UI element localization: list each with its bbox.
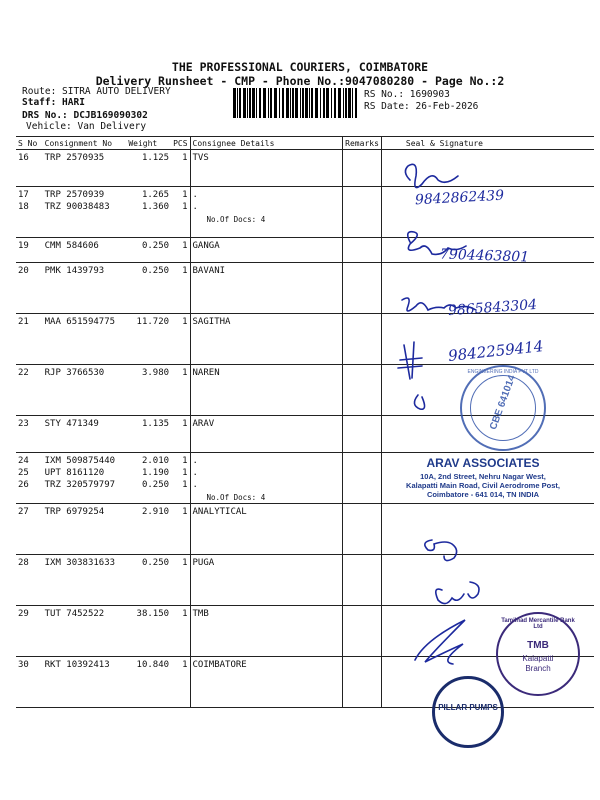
runsheet-subtitle: Delivery Runsheet - CMP - Phone No.:9047080280 - Page No.:2	[95, 74, 505, 88]
row-weight	[126, 606, 171, 657]
row-consignment-value: TUT 7452522	[44, 609, 105, 619]
signature-pen-stroke	[415, 620, 465, 664]
row-weight	[126, 365, 171, 416]
row-consignment	[43, 416, 127, 453]
staff-label: Staff: HARI	[22, 97, 85, 108]
arav-stamp-line2: Kalapatti Main Road, Civil Aerodrome Post,	[406, 481, 560, 490]
row-consignment-value: RKT 10392413	[44, 660, 110, 670]
barcode-bar	[237, 88, 238, 118]
row-weight-value: 11.720	[136, 317, 170, 327]
row-sno	[16, 555, 43, 606]
barcode-bar	[243, 88, 246, 118]
barcode-bar	[309, 88, 310, 118]
row-weight-value: 0.250	[141, 266, 170, 276]
row-pcs	[171, 314, 190, 365]
row-sno	[16, 504, 43, 555]
arav-stamp-line1: 10A, 2nd Street, Nehru Nagar West,	[420, 472, 546, 481]
row-consignee-value: .	[192, 468, 198, 478]
row-pcs-value: 1	[182, 660, 188, 670]
row-weight-value: 1.360	[141, 202, 170, 212]
row-weight-value: 38.150	[136, 609, 170, 619]
barcode-bar	[247, 88, 248, 118]
row-pcs	[171, 504, 190, 555]
row-sno-value: 27	[18, 507, 29, 517]
row-sno	[16, 365, 43, 416]
row-consignee-value: .	[192, 190, 198, 200]
barcode-bar	[256, 88, 257, 118]
row-sno-value: 18	[18, 202, 29, 212]
rs-number: RS No.: 1690903	[364, 89, 450, 100]
no-of-docs: No.Of Docs: 4	[206, 493, 266, 502]
row-weight	[126, 555, 171, 606]
row-weight	[126, 187, 171, 238]
barcode-bar	[295, 88, 298, 118]
barcode-bar	[270, 88, 272, 118]
row-weight-value: 2.910	[141, 507, 170, 517]
row-pcs-value: 1	[182, 368, 188, 378]
row-consignee	[190, 187, 343, 238]
row-weight-value: 0.250	[141, 241, 170, 251]
row-weight-value: 2.010	[141, 456, 170, 466]
row-consignee	[190, 238, 343, 263]
barcode-bar	[302, 88, 304, 118]
barcode-bar	[323, 88, 325, 118]
row-pcs-value: 1	[182, 609, 188, 619]
row-consignment	[43, 263, 127, 314]
row-pcs	[171, 657, 190, 708]
row-pcs	[171, 453, 190, 504]
row-consignment-value: TRP 6979254	[44, 507, 105, 517]
row-weight-value: 10.840	[136, 660, 170, 670]
row-consignee-value: NAREN	[192, 368, 220, 378]
row-pcs-value: 1	[182, 317, 188, 327]
row-pcs	[171, 187, 190, 238]
barcode-bar	[252, 88, 255, 118]
row-sno-value: 26	[18, 480, 29, 490]
signature-scribble-5	[414, 395, 424, 409]
barcode-bar	[259, 88, 261, 118]
row-weight-value: 1.265	[141, 190, 170, 200]
col-consignment: Consignment No	[43, 137, 127, 150]
row-pcs-value: 1	[182, 241, 188, 251]
pillar-pumps-stamp	[432, 676, 504, 748]
row-pcs-value: 1	[182, 456, 188, 466]
row-consignee	[190, 453, 343, 504]
row-consignment-value: TRP 2570935	[44, 153, 105, 163]
row-consignee-value: TMB	[192, 609, 209, 619]
company-title: THE PROFESSIONAL COURIERS, COIMBATORE	[171, 60, 429, 74]
barcode-bar	[334, 88, 336, 118]
row-sno	[16, 187, 43, 238]
row-consignment	[43, 453, 127, 504]
row-weight	[126, 416, 171, 453]
row-weight	[126, 504, 171, 555]
row-consignment-value: UPT 8161120	[44, 468, 105, 478]
row-pcs-value: 1	[182, 153, 188, 163]
row-pcs	[171, 606, 190, 657]
row-sno	[16, 263, 43, 314]
row-consignment	[43, 657, 127, 708]
row-consignment	[43, 150, 127, 187]
row-consignment-value: IXM 303831633	[44, 558, 116, 568]
barcode-bar	[355, 88, 357, 118]
barcode-bar	[268, 88, 269, 118]
tmb-stamp-line2: Kalapatti	[522, 654, 554, 663]
row-pcs-value: 1	[182, 480, 188, 490]
cbe-round-stamp	[460, 365, 546, 451]
table-header-row	[16, 137, 594, 150]
row-pcs-value: 1	[182, 558, 188, 568]
row-consignee	[190, 555, 343, 606]
barcode	[233, 88, 358, 118]
row-consignee-value: COIMBATORE	[192, 660, 247, 670]
tmb-stamp-center: TMB	[527, 640, 549, 651]
barcode-bar	[348, 88, 351, 118]
row-consignment	[43, 314, 127, 365]
row-consignment	[43, 555, 127, 606]
barcode-bar	[274, 88, 277, 118]
row-consignment-value: MAA 651594775	[44, 317, 116, 327]
row-sno-value: 21	[18, 317, 29, 327]
row-consignment-value: CMM 584606	[44, 241, 99, 251]
row-consignment	[43, 606, 127, 657]
row-sno-value: 22	[18, 368, 29, 378]
drs-number: DRS No.: DCJB169090302	[22, 110, 148, 121]
row-weight-value: 1.125	[141, 153, 170, 163]
row-consignee	[190, 504, 343, 555]
row-consignee-value: SAGITHA	[192, 317, 231, 327]
rs-date: RS Date: 26-Feb-2026	[364, 101, 479, 112]
row-consignee-value: .	[192, 456, 198, 466]
handwritten-phone-4: 9842259414	[447, 337, 545, 365]
row-pcs	[171, 238, 190, 263]
row-pcs	[171, 555, 190, 606]
row-sno	[16, 150, 43, 187]
row-consignment-value: PMK 1439793	[44, 266, 105, 276]
row-weight	[126, 314, 171, 365]
row-consignment-value: STY 471349	[44, 419, 99, 429]
row-sno	[16, 314, 43, 365]
row-consignee-value: ARAV	[192, 419, 215, 429]
row-sno-value: 28	[18, 558, 29, 568]
barcode-bar	[352, 88, 353, 118]
vehicle-label: Vehicle: Van Delivery	[26, 121, 147, 132]
row-consignee	[190, 150, 343, 187]
row-consignee	[190, 314, 343, 365]
row-weight	[126, 657, 171, 708]
col-pcs: PCS	[171, 137, 190, 150]
row-pcs-value: 1	[182, 468, 188, 478]
signature-scribble-6	[425, 540, 457, 561]
row-consignee-value: ANALYTICAL	[192, 507, 247, 517]
row-consignee	[190, 606, 343, 657]
row-sno	[16, 238, 43, 263]
row-sno-value: 24	[18, 456, 29, 466]
row-sno	[16, 416, 43, 453]
arav-associates-stamp	[376, 456, 590, 499]
row-consignee-value: .	[192, 202, 198, 212]
row-consignee-value: GANGA	[192, 241, 220, 251]
barcode-bar	[343, 88, 344, 118]
row-consignee	[190, 416, 343, 453]
row-consignee	[190, 365, 343, 416]
row-weight-value: 0.250	[141, 558, 170, 568]
barcode-bar	[282, 88, 284, 118]
row-weight	[126, 238, 171, 263]
barcode-bar	[239, 88, 241, 118]
row-sno	[16, 657, 43, 708]
tmb-stamp-line3: Branch	[525, 664, 551, 673]
row-sno-value: 25	[18, 468, 29, 478]
row-weight	[126, 453, 171, 504]
row-weight-value: 0.250	[141, 480, 170, 490]
row-pcs	[171, 365, 190, 416]
row-consignment	[43, 365, 127, 416]
row-pcs-value: 1	[182, 419, 188, 429]
row-consignment-value: IXM 509875440	[44, 456, 116, 466]
barcode-bar	[292, 88, 294, 118]
barcode-bar	[249, 88, 251, 118]
tmb-stamp-ring: Tamilnad Mercantile Bank Ltd	[501, 618, 575, 630]
row-sno	[16, 606, 43, 657]
barcode-bar	[331, 88, 332, 118]
row-pcs-value: 1	[182, 507, 188, 517]
cbe-stamp-text: CBE 641014	[488, 373, 518, 432]
col-weight: Weight	[126, 137, 171, 150]
handwritten-phone-2: 7904463801	[439, 246, 530, 266]
barcode-bar	[279, 88, 280, 118]
col-sno: S No	[16, 137, 43, 150]
row-weight	[126, 150, 171, 187]
row-sno-value: 16	[18, 153, 29, 163]
row-consignment-value: TRZ 320579797	[44, 480, 116, 490]
row-consignee-value: BAVANI	[192, 266, 226, 276]
col-remarks: Remarks	[343, 137, 382, 150]
barcode-bar	[300, 88, 301, 118]
tmb-bank-stamp	[496, 612, 580, 696]
row-sno-value: 17	[18, 190, 29, 200]
row-consignee	[190, 657, 343, 708]
barcode-bar	[311, 88, 313, 118]
barcode-bar	[320, 88, 321, 118]
row-consignment-value: TRP 2570939	[44, 190, 105, 200]
barcode-bar	[290, 88, 291, 118]
pillar-stamp-text: PILLAR PUMPS	[438, 703, 498, 712]
signature-scribble-4	[398, 342, 422, 379]
row-consignee	[190, 263, 343, 314]
barcode-bar	[263, 88, 266, 118]
row-weight-value: 1.135	[141, 419, 170, 429]
row-weight-value: 1.190	[141, 468, 170, 478]
row-pcs-value: 1	[182, 202, 188, 212]
arav-stamp-name: ARAV ASSOCIATES	[426, 456, 540, 470]
handwritten-phone-1: 9842862439	[414, 187, 505, 209]
row-pcs	[171, 263, 190, 314]
row-consignment	[43, 238, 127, 263]
barcode-bar	[233, 88, 236, 118]
row-consignment	[43, 187, 127, 238]
col-signature: Seal & Signature	[381, 137, 594, 150]
signature-scribble-7	[436, 582, 479, 604]
row-sno-value: 29	[18, 609, 29, 619]
barcode-bar	[286, 88, 289, 118]
row-sno-value: 20	[18, 266, 29, 276]
handwritten-phone-3: 9865843304	[447, 296, 538, 320]
row-weight-value: 3.980	[141, 368, 170, 378]
barcode-bar	[345, 88, 347, 118]
row-pcs	[171, 416, 190, 453]
row-consignee-value: .	[192, 480, 198, 490]
route-label: Route: SITRA AUTO DELIVERY	[22, 86, 171, 97]
row-sno	[16, 453, 43, 504]
signature-scribble-1	[405, 164, 458, 187]
row-consignee-value: TVS	[192, 153, 209, 163]
row-pcs-value: 1	[182, 190, 188, 200]
cbe-stamp-ring-text: ENGINEERING INDIA PVT LTD	[467, 369, 539, 375]
row-pcs-value: 1	[182, 266, 188, 276]
barcode-bar	[338, 88, 341, 118]
row-consignment-value: TRZ 90038483	[44, 202, 110, 212]
row-sno-value: 23	[18, 419, 29, 429]
arav-stamp-line3: Coimbatore - 641 014, TN INDIA	[426, 490, 540, 499]
row-pcs	[171, 150, 190, 187]
no-of-docs: No.Of Docs: 4	[206, 215, 266, 224]
barcode-bar	[315, 88, 318, 118]
barcode-bar	[326, 88, 329, 118]
row-consignee-value: PUGA	[192, 558, 215, 568]
row-consignment-value: RJP 3766530	[44, 368, 105, 378]
col-consignee: Consignee Details	[190, 137, 343, 150]
barcode-bar	[305, 88, 308, 118]
row-weight	[126, 263, 171, 314]
row-consignment	[43, 504, 127, 555]
row-sno-value: 19	[18, 241, 29, 251]
row-sno-value: 30	[18, 660, 29, 670]
